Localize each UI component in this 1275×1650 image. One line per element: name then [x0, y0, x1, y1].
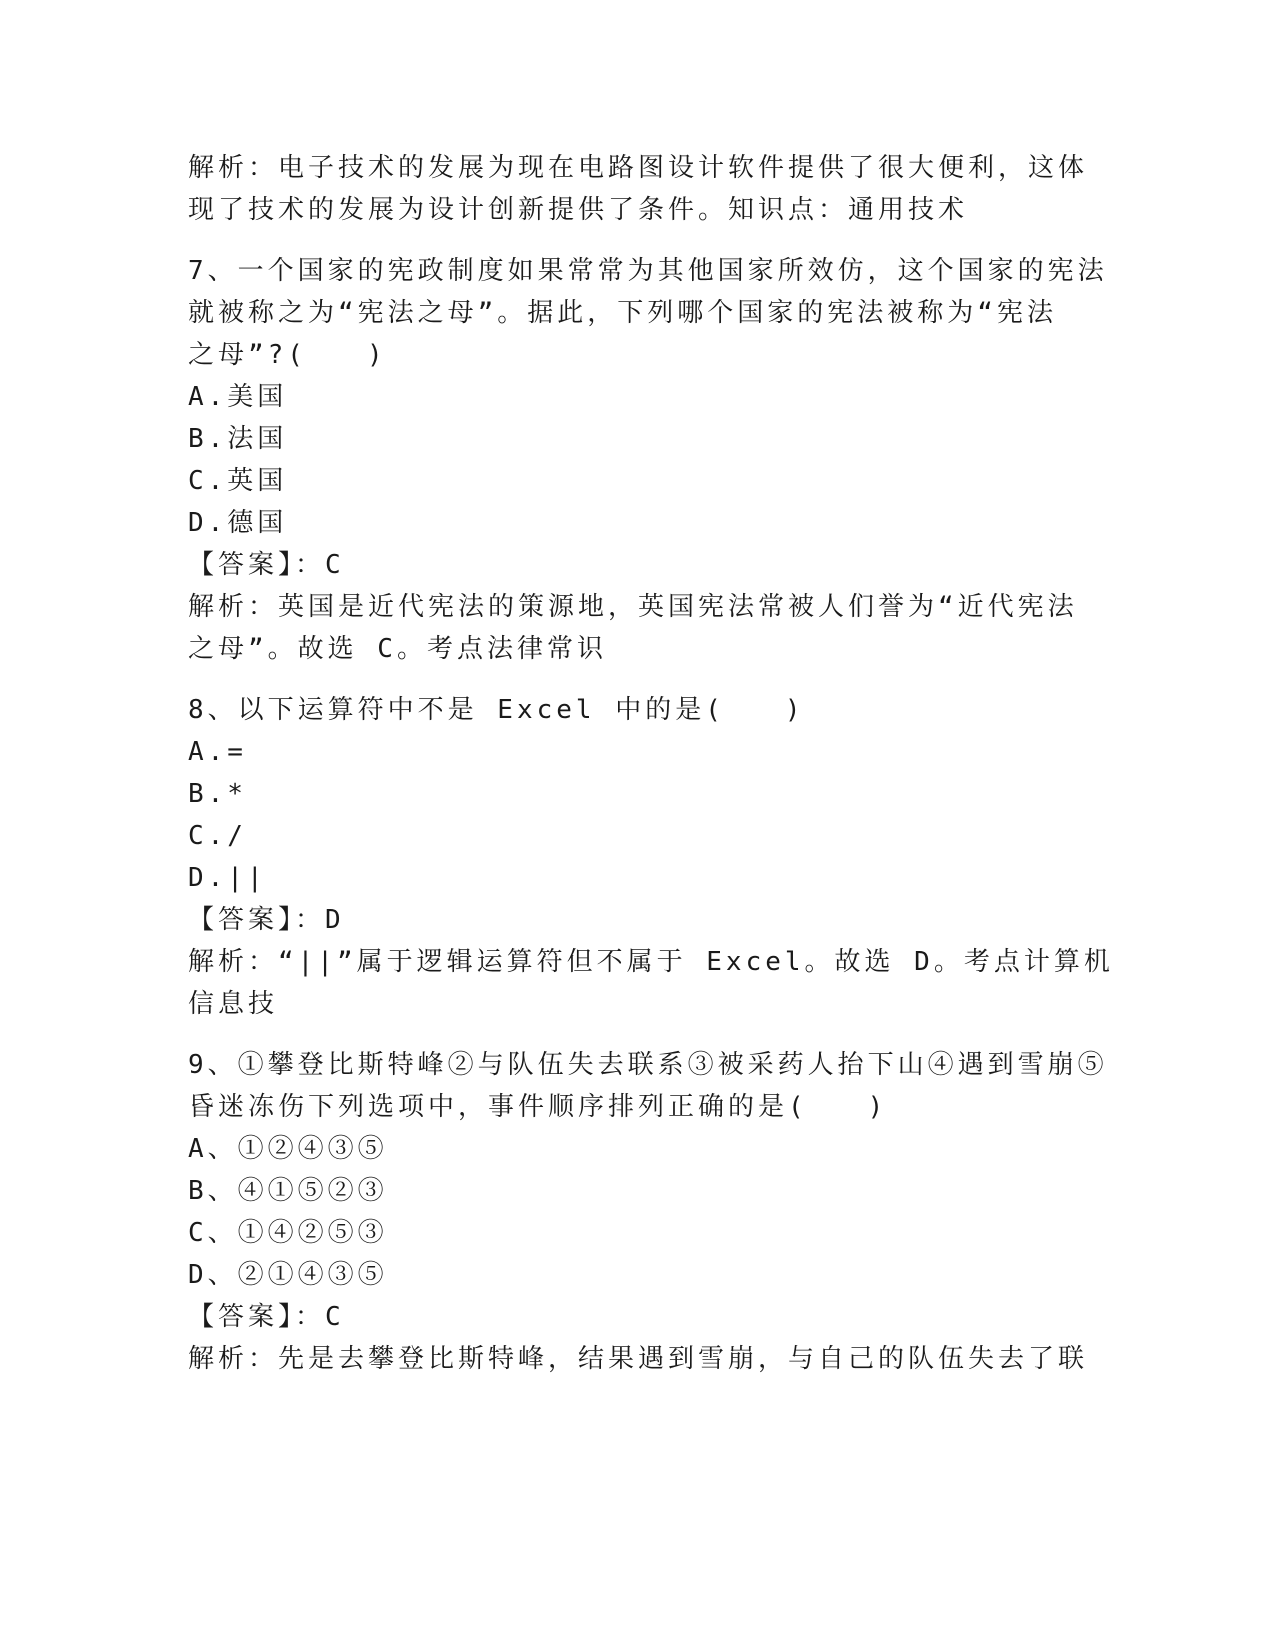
option-b: B.法国 [188, 424, 288, 454]
answer-line: 【答案】：D [188, 905, 345, 935]
option-c: C.英国 [188, 466, 288, 496]
option-a: A.= [188, 737, 247, 767]
analysis-line: 解析：“||”属于逻辑运算符但不属于 Excel。故选 D。考点计算机 [188, 947, 1114, 977]
question-stem-line: 7、一个国家的宪政制度如果常常为其他国家所效仿，这个国家的宪法 [188, 256, 1108, 286]
question-stem-line: 9、①攀登比斯特峰②与队伍失去联系③被采药人抬下山④遇到雪崩⑤ [188, 1050, 1108, 1080]
option-d: D.德国 [188, 508, 288, 538]
analysis-line: 解析：英国是近代宪法的策源地，英国宪法常被人们誉为“近代宪法 [188, 592, 1078, 622]
option-a: A.美国 [188, 382, 288, 412]
analysis-line: 现了技术的发展为设计创新提供了条件。知识点：通用技术 [188, 195, 969, 225]
analysis-line: 信息技 [188, 989, 279, 1019]
question-stem-line: 昏迷冻伤下列选项中，事件顺序排列正确的是( ) [188, 1092, 888, 1122]
answer-line: 【答案】：C [188, 550, 345, 580]
analysis-line: 解析：先是去攀登比斯特峰，结果遇到雪崩，与自己的队伍失去了联 [188, 1344, 1089, 1374]
option-b: B、④①⑤②③ [188, 1176, 388, 1206]
option-d: D.|| [188, 863, 267, 893]
question-stem-line: 之母”?( ) [188, 340, 387, 370]
option-b: B.* [188, 779, 247, 809]
analysis-line: 解析：电子技术的发展为现在电路图设计软件提供了很大便利，这体 [188, 153, 1089, 183]
option-c: C./ [188, 821, 247, 851]
option-c: C、①④②⑤③ [188, 1218, 388, 1248]
option-a: A、①②④③⑤ [188, 1134, 388, 1164]
question-stem-line: 就被称之为“宪法之母”。据此，下列哪个国家的宪法被称为“宪法 [188, 298, 1057, 328]
question-stem-line: 8、以下运算符中不是 Excel 中的是( ) [188, 695, 805, 725]
answer-line: 【答案】：C [188, 1302, 345, 1332]
analysis-line: 之母”。故选 C。考点法律常识 [188, 634, 607, 664]
option-d: D、②①④③⑤ [188, 1260, 388, 1290]
